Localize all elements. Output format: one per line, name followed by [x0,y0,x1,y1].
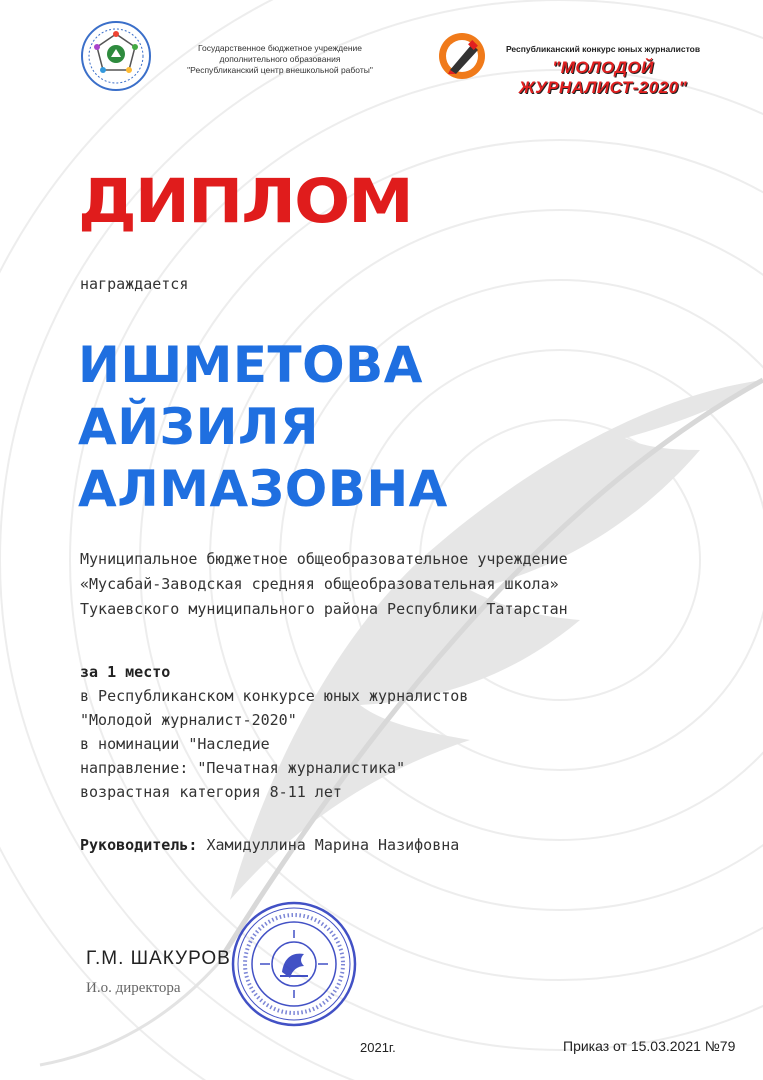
org-line: "Республиканский центр внешкольной работы" [187,65,373,75]
awarded-label: награждается [80,275,189,293]
award-line: направление: "Печатная журналистика" [80,759,406,777]
award-line: возрастная категория 8-11 лет [80,783,342,801]
award-place: за 1 место [80,663,171,681]
recipient-surname: ИШМЕТОВА [78,336,423,394]
contest-subtitle: Республиканский конкурс юных журналистов [505,44,701,54]
issue-year: 2021г. [360,1040,396,1055]
leader-label: Руководитель: [80,836,198,854]
order-reference: Приказ от 15.03.2021 №79 [563,1038,736,1054]
recipient-first-name: АЙЗИЛЯ [78,398,319,456]
org-line: Государственное бюджетное учреждение [197,43,363,53]
school-line: Муниципальное бюджетное общеобразовательное учреждение [80,550,568,568]
leader-name: Хамидуллина Марина Назифовна [206,836,460,854]
org-line: дополнительного образования [219,54,341,64]
contest-title: "МОЛОДОЙ ЖУРНАЛИСТ-2020" [518,58,688,97]
org-emblem-icon [80,20,152,92]
recipient-name [78,334,448,520]
school-line: «Мусабай-Заводская средняя общеобразовательная школа» [80,575,559,593]
diploma-title: ДИПЛОМ [78,165,412,237]
leader-info [80,836,459,854]
award-line: в номинации "Наследие [80,735,270,753]
signatory-name: Г.М. ШАКУРОВ [86,948,231,969]
award-line: в Республиканском конкурсе юных журналистов [80,687,469,705]
recipient-patronymic: АЛМАЗОВНА [78,460,448,518]
school-info [80,547,568,622]
signatory-role: И.о. директора [86,980,181,996]
school-line: Тукаевского муниципального района Республики Татарстан [80,600,568,618]
award-details [80,660,468,804]
org-name [165,43,395,76]
award-line: "Молодой журналист-2020" [80,711,297,729]
official-stamp-icon [230,900,358,1028]
contest-pen-icon [436,30,488,82]
